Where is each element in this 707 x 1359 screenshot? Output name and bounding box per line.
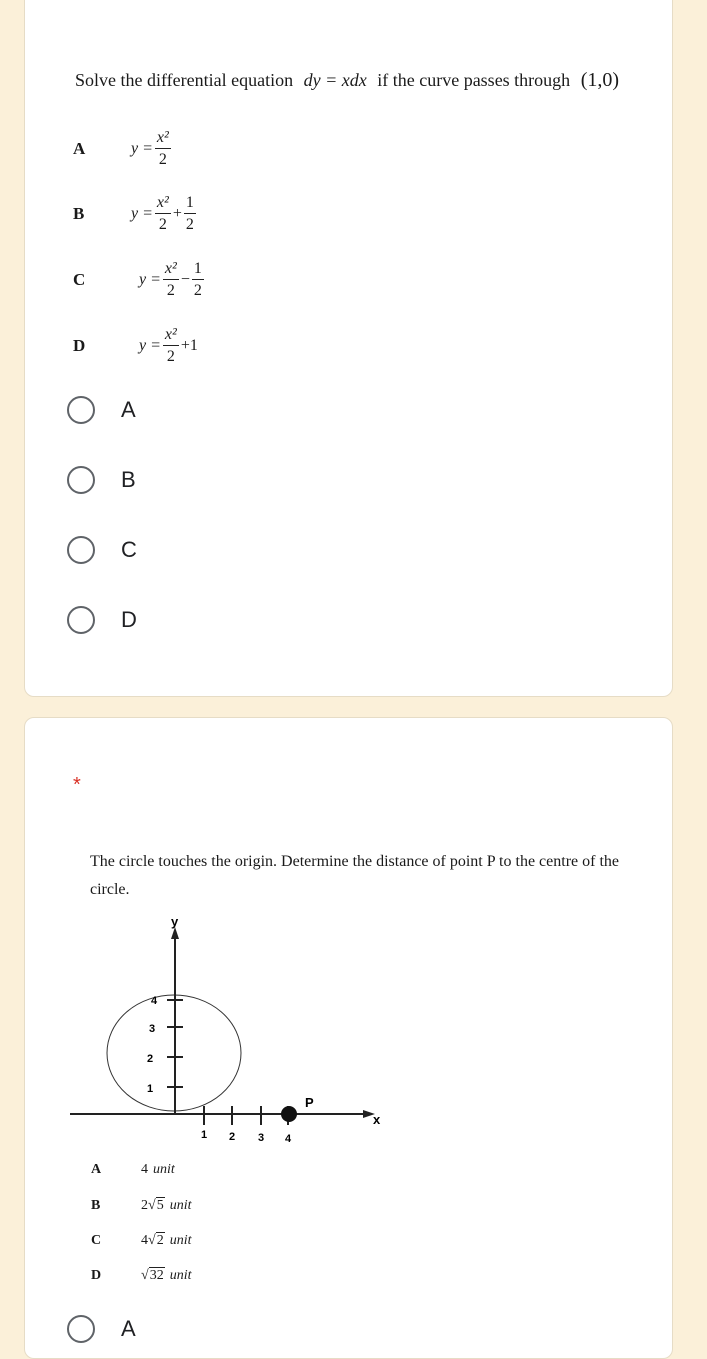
lhs: y = [131,139,153,157]
numerator: x² [163,260,179,280]
point: (1,0) [580,69,620,91]
fraction [155,194,171,233]
choice-label: D [121,607,137,632]
choice-d[interactable] [67,606,137,634]
point-p-label: P [305,1095,314,1110]
denominator: 2 [193,281,202,299]
radio-circle-icon[interactable] [67,1315,95,1343]
x-tick-label-4: 4 [285,1133,292,1145]
denominator: 2 [158,215,167,233]
radio-circle-icon[interactable] [67,606,95,634]
option-letter: C [73,269,86,289]
unit: unit [169,1232,192,1248]
circle-figure [65,913,415,1158]
choice-c[interactable] [67,536,137,564]
option-a-expression [73,129,173,168]
y-tick-label-1: 1 [147,1083,154,1095]
operator: − [180,270,190,288]
radio-circle-icon[interactable] [67,466,95,494]
prompt-text: Solve the differential equation [75,70,294,90]
coefficient: 2 [141,1197,148,1213]
denominator: 2 [185,215,194,233]
option-letter: D [73,335,86,355]
x-tick-label-3: 3 [258,1132,265,1144]
q2-option-d [91,1267,191,1284]
y-tick-label-2: 2 [147,1053,154,1065]
coefficient: 4 [141,1162,148,1177]
numerator: 1 [192,260,204,280]
numerator: x² [155,129,171,149]
lhs: y = [139,270,161,288]
lhs: y = [139,336,161,354]
question-2-prompt: The circle touches the origin. Determine the distance of point P to the centre of the circle. [90,853,619,898]
question-1-prompt [75,69,619,92]
radicand: 5 [156,1198,164,1213]
option-letter: B [91,1197,101,1213]
option-b-expression [73,194,198,233]
fraction [163,260,179,299]
operator: + [172,204,182,222]
x-tick-label-2: 2 [229,1131,236,1143]
option-letter: A [91,1162,102,1177]
tail: +1 [180,336,198,354]
option-letter: B [73,203,85,223]
equation: dy = xdx [303,70,367,90]
denominator: 2 [166,281,175,299]
x-axis-label: x [373,1112,381,1127]
numerator: x² [155,194,171,214]
option-c-expression [73,260,206,299]
y-tick-label-4: 4 [151,995,158,1007]
q2-choice-a[interactable] [67,1315,136,1343]
choice-b[interactable] [67,466,136,494]
coefficient: 4 [141,1232,148,1248]
sqrt-icon: √ [148,1232,156,1248]
denominator: 2 [158,150,167,168]
fraction [184,194,196,233]
y-axis-label: y [171,914,179,929]
q2-option-b [91,1197,191,1214]
fraction [155,129,171,168]
unit: unit [169,1267,192,1283]
y-tick-label-3: 3 [149,1023,156,1035]
question-card-2 [24,717,673,1359]
choice-label: A [121,397,136,422]
radicand: 2 [156,1233,164,1248]
unit: unit [153,1162,175,1177]
option-letter: C [91,1232,102,1248]
required-asterisk: * [73,774,81,796]
fraction [192,260,204,299]
x-tick-label-1: 1 [201,1129,208,1141]
radio-circle-icon[interactable] [67,396,95,424]
radio-circle-icon[interactable] [67,536,95,564]
question-card-1 [24,0,673,697]
choice-label: A [121,1316,136,1341]
option-d-expression [73,326,198,365]
denominator: 2 [166,347,175,365]
q2-option-a [91,1162,175,1178]
choice-a[interactable] [67,396,136,424]
q2-option-c [91,1232,191,1249]
choice-label: B [121,467,136,492]
option-letter: A [73,138,86,158]
sqrt-icon: √ [148,1197,156,1213]
sqrt-icon: √ [141,1267,149,1283]
unit: unit [169,1197,192,1213]
choice-label: C [121,537,137,562]
numerator: x² [163,326,179,346]
lhs: y = [131,204,153,222]
radicand: 32 [149,1268,164,1283]
numerator: 1 [184,194,196,214]
prompt-text-mid: if the curve passes through [377,70,571,90]
option-letter: D [91,1267,102,1283]
point-p [281,1106,297,1122]
fraction [163,326,179,365]
